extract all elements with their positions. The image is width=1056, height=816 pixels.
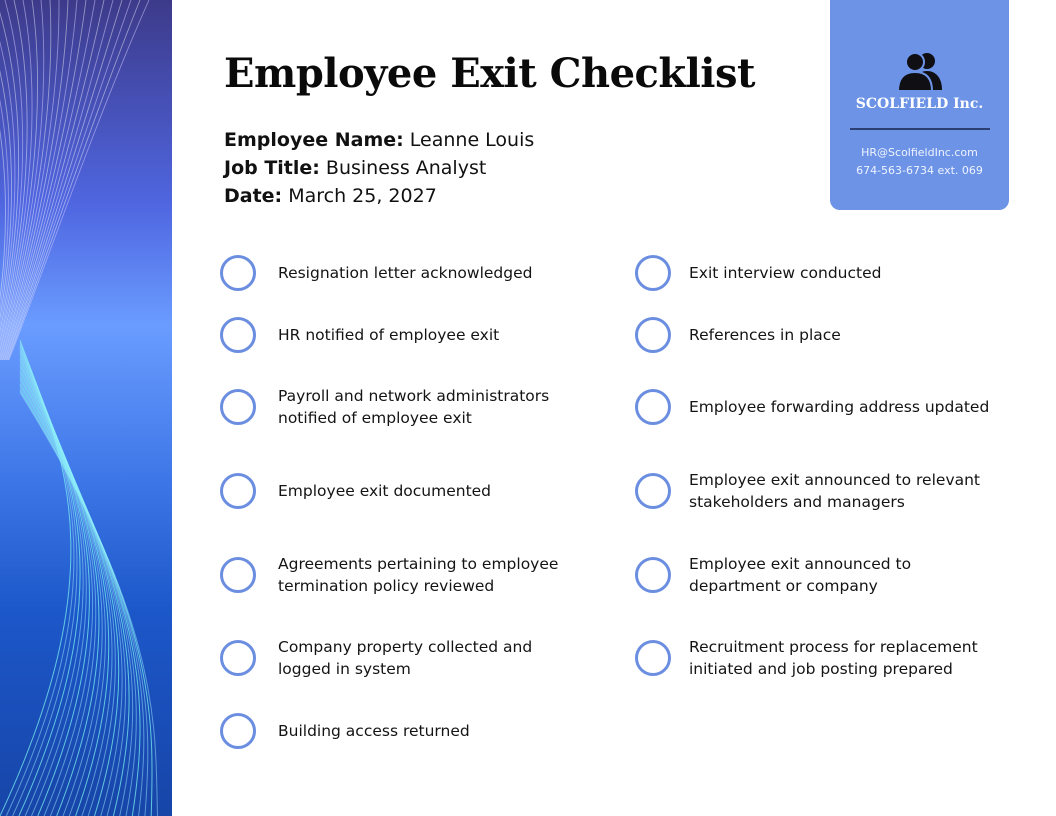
- checklist-item: [220, 317, 588, 353]
- checklist-item-label: Employee exit announced to department or company: [689, 555, 912, 595]
- checklist-item-label: Payroll and network administrators notified of employee exit: [278, 387, 550, 427]
- wave-lines-graphic: [0, 0, 172, 816]
- checkbox-circle[interactable]: [220, 255, 256, 291]
- checklist-item: [635, 317, 1007, 353]
- checklist-item-label: References in place: [689, 326, 841, 344]
- checkbox-circle[interactable]: [635, 640, 671, 676]
- job-title-label: Job Title:: [224, 157, 320, 179]
- checklist-item: [220, 713, 588, 749]
- employee-name-label: Employee Name:: [224, 129, 404, 151]
- checklist-item: [220, 473, 588, 509]
- checklist-item: [220, 385, 588, 429]
- checklist-item-label: Company property collected and logged in system: [278, 638, 533, 678]
- checkbox-circle[interactable]: [220, 713, 256, 749]
- checkbox-circle[interactable]: [220, 557, 256, 593]
- date-value: March 25, 2027: [282, 185, 437, 207]
- company-name: SCOLFIELD Inc.: [855, 96, 984, 112]
- checkbox-circle[interactable]: [635, 473, 671, 509]
- checkbox-circle[interactable]: [635, 557, 671, 593]
- date-label: Date:: [224, 185, 283, 207]
- checkbox-circle[interactable]: [635, 255, 671, 291]
- people-icon: [896, 50, 944, 92]
- checkbox-circle[interactable]: [220, 317, 256, 353]
- checklist-item-label: Recruitment process for replacement initiated and job posting prepared: [689, 638, 978, 678]
- checklist-item-label: Agreements pertaining to employee termination policy reviewed: [278, 555, 559, 595]
- checklist-item-label: Employee forwarding address updated: [689, 398, 990, 416]
- page-title: Employee Exit Checklist: [224, 50, 755, 97]
- checkbox-circle[interactable]: [220, 389, 256, 425]
- employee-name-value: Leanne Louis: [403, 129, 535, 151]
- checkbox-circle[interactable]: [220, 473, 256, 509]
- checklist-item: [635, 469, 1007, 513]
- checklist-item: [220, 553, 588, 597]
- job-title-row: [224, 154, 534, 182]
- checklist-item: [220, 636, 588, 680]
- checkbox-circle[interactable]: [635, 317, 671, 353]
- checklist-item-label: Employee exit documented: [278, 482, 492, 500]
- date-row: [224, 182, 534, 210]
- checklist-item-label: Employee exit announced to relevant stakeholders and managers: [689, 471, 981, 511]
- checklist-item: [635, 255, 1007, 291]
- checklist-item-label: Exit interview conducted: [689, 264, 882, 282]
- checkbox-circle[interactable]: [220, 640, 256, 676]
- checklist-item-label: Resignation letter acknowledged: [278, 264, 533, 282]
- checklist-item-label: HR notified of employee exit: [278, 326, 500, 344]
- checklist-item-label: Building access returned: [278, 722, 470, 740]
- checklist-item: [635, 389, 1007, 425]
- checkbox-circle[interactable]: [635, 389, 671, 425]
- checklist-item: [220, 255, 588, 291]
- checklist-item: [635, 636, 1007, 680]
- card-divider: [850, 128, 990, 130]
- company-card: [830, 0, 1009, 210]
- employee-name-row: [224, 126, 534, 154]
- employee-info: [224, 126, 534, 210]
- decorative-wave-panel: [0, 0, 172, 816]
- company-phone: 674-563-6734 ext. 069: [856, 164, 983, 177]
- company-email[interactable]: HR@ScolfieldInc.com: [861, 146, 978, 159]
- job-title-value: Business Analyst: [319, 157, 487, 179]
- checklist-item: [635, 553, 1007, 597]
